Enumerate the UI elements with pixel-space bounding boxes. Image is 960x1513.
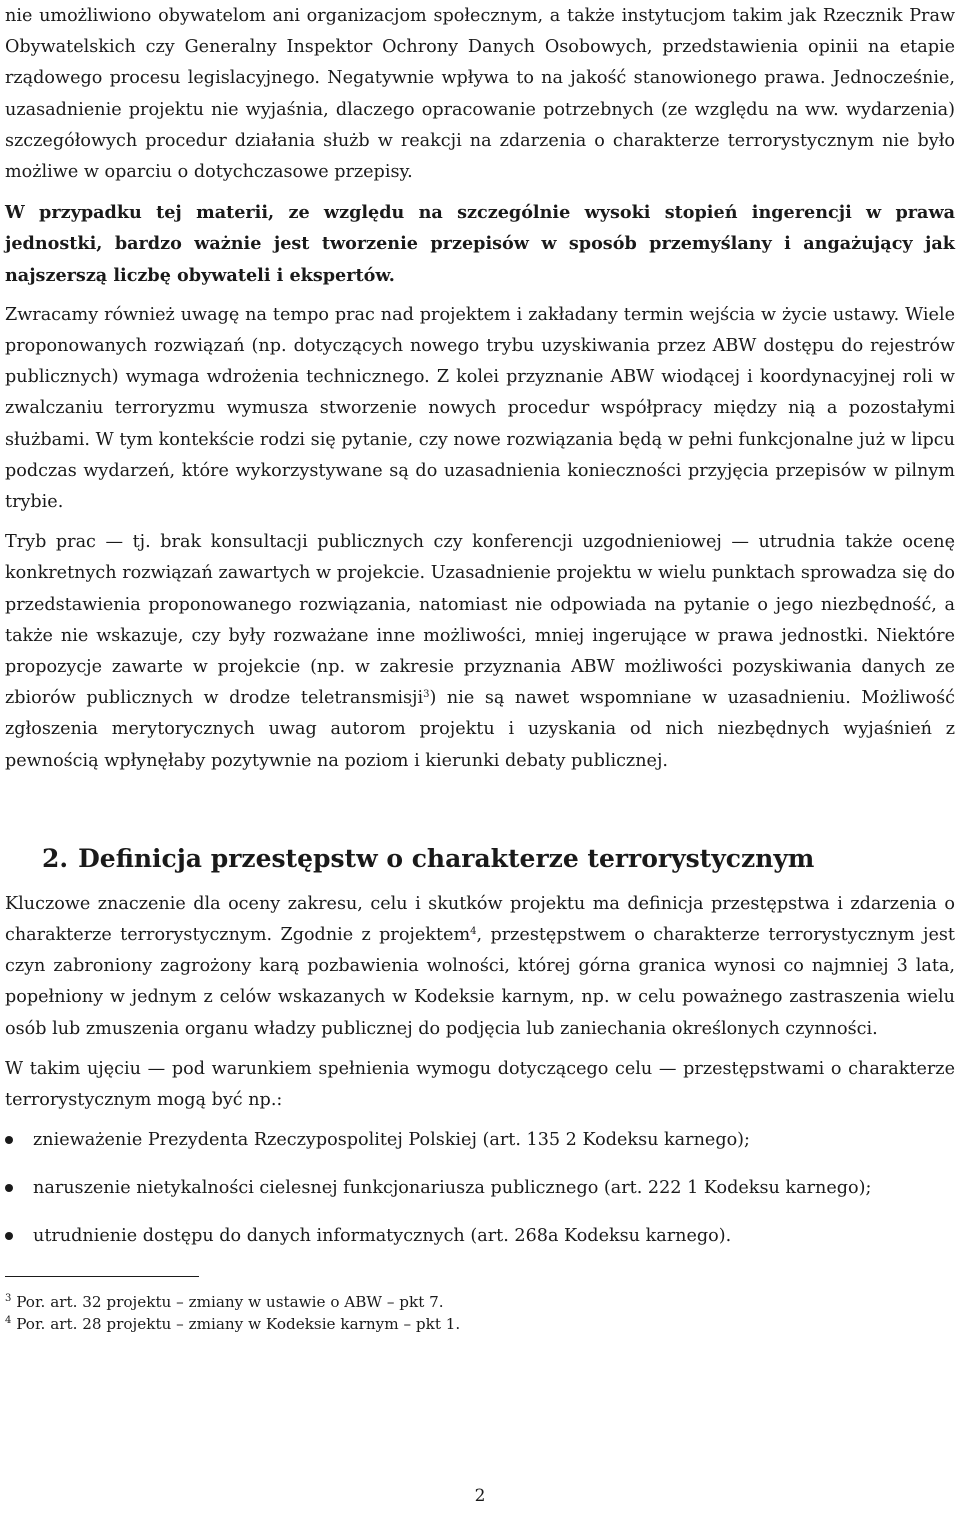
footnote-mark: 4 <box>5 1315 12 1327</box>
examples-list <box>5 1128 955 1248</box>
paragraph-tempo: Zwracamy również uwagę na tempo prac nad projektem i zakładany termin wejścia w życie ustawy. Wiele proponowanych rozwiązań (np. dotyczących nowego trybu uzyskiwania przez ABW dostępu do rejestrów publicznych) wymaga wdrożenia technicznego. Z kolei przyznanie ABW wiodącej i koordynacyjnej roli w zwalczaniu terroryzmu wymusza stworzenie nowych procedur współpracy między nią a pozostałymi służbami. W tym kontekście rodzi się pytanie, czy nowe rozwiązania będą w pełni funkcjonalne już w lipcu podczas wydarzeń, które wykorzystywane są do uzasadnienia konieczności przyjęcia przepisów w pilnym trybie. <box>5 304 955 513</box>
paragraph-definition-text-a: Kluczowe znaczenie dla oceny zakresu, celu i skutków projektu ma definicja przestępstwa i zdarzenia o charakterze terrorystycznym. Zgodnie z projektem <box>5 893 955 946</box>
footnote-text: Por. art. 28 projektu – zmiany w Kodeksie karnym – pkt 1. <box>11 1315 461 1334</box>
paragraph-tryb-prac <box>5 527 955 777</box>
footnote-text: Por. art. 32 projektu – zmiany w ustawie o ABW – pkt 7. <box>11 1293 444 1312</box>
paragraph-intro: nie umożliwiono obywatelom ani organizacjom społecznym, a także instytucjom takim jak Rzecznik Praw Obywatelskich czy Generalny Inspektor Ochrony Danych Osobowych, przedstawienia opinii na etapie rządowego procesu legislacyjnego. Negatywnie wpływa to na jakość stanowionego prawa. Jednocześnie, uzasadnienie projektu nie wyjaśnia, dlaczego opracowanie potrzebnych (ze względu na ww. wydarzenia) szczegółowych procedur działania służb w reakcji na zdarzenia o charakterze terrorystycznym nie było możliwe w oparciu o dotychczasowe przepisy. <box>5 6 955 183</box>
section-title: Definicja przestępstw o charakterze terrorystycznym <box>78 843 815 873</box>
document-page <box>5 0 955 1335</box>
footnote-3 <box>5 1291 955 1313</box>
footnote-ref-3: 3 <box>423 689 430 701</box>
list-item <box>5 1176 955 1200</box>
paragraph-bold-emphasis: W przypadku tej materii, ze względu na szczególnie wysoki stopień ingerencji w prawa jednostki, bardzo ważnie jest tworzenie przepisów w sposób przemyślany i angażujący jak najszerszą liczbę obywateli i ekspertów. <box>5 202 955 286</box>
list-item-text: naruszenie nietykalności cielesnej funkcjonariusza publicznego (art. 222 1 Kodeksu karnego); <box>33 1178 872 1199</box>
list-item-text: znieważenie Prezydenta Rzeczypospolitej Polskiej (art. 135 2 Kodeksu karnego); <box>33 1130 750 1151</box>
section-number: 2. <box>42 843 69 873</box>
paragraph-definition-text-b: , przestępstwem o charakterze terrorystycznym jest czyn zabroniony zagrożony karą pozbawienia wolności, której górna granica wynosi co najmniej 3 lata, popełniony w jednym z celów wskazanych w Kodeksie karnym, np. w celu poważnego zastraszenia wielu osób lub zmuszenia organu władzy publicznej do podjęcia lub zaniechania określonych czynności. <box>5 925 955 1039</box>
paragraph-examples-intro: W takim ujęciu — pod warunkiem spełnienia wymogu dotyczącego celu — przestępstwami o charakterze terrorystycznym mogą być np.: <box>5 1058 955 1111</box>
paragraph-definition <box>5 889 955 1045</box>
paragraph-tryb-text-b: ) nie są nawet wspomniane w uzasadnieniu. Możliwość zgłoszenia merytorycznych uwag autorom projektu i uzyskania od nich niezbędnych wyjaśnień z pewnością wpłynęłaby pozytywnie na poziom i kierunki debaty publicznej. <box>5 688 955 771</box>
paragraph-tryb-text-a: Tryb prac — tj. brak konsultacji publicznych czy konferencji uzgodnieniowej — utrudnia także ocenę konkretnych rozwiązań zawartych w projekcie. Uzasadnienie projektu w wielu punktach sprowadza się do przedstawienia proponowanego rozwiązania, natomiast nie odpowiada na pytanie o jego niezbędność, a także nie wskazuje, czy były rozważane inne możliwości, mniej ingerujące w prawa jednostki. Niektóre propozycje zawarte w projekcie (np. w zakresie przyznania ABW możliwości pozyskiwania danych ze zbiorów publicznych w drodze teletransmisji <box>5 532 955 709</box>
bullet-icon <box>5 1232 13 1240</box>
page-number: 2 <box>474 1486 486 1506</box>
section-heading <box>42 837 955 881</box>
list-item <box>5 1224 955 1248</box>
list-item-text: utrudnienie dostępu do danych informatycznych (art. 268a Kodeksu karnego). <box>33 1226 732 1247</box>
footnotes <box>5 1291 955 1335</box>
footnote-mark: 3 <box>5 1293 12 1305</box>
bullet-icon <box>5 1136 13 1144</box>
footnote-4 <box>5 1313 955 1335</box>
footnote-ref-4: 4 <box>470 926 477 938</box>
footnote-separator <box>5 1276 199 1277</box>
list-item <box>5 1128 955 1152</box>
bullet-icon <box>5 1184 13 1192</box>
